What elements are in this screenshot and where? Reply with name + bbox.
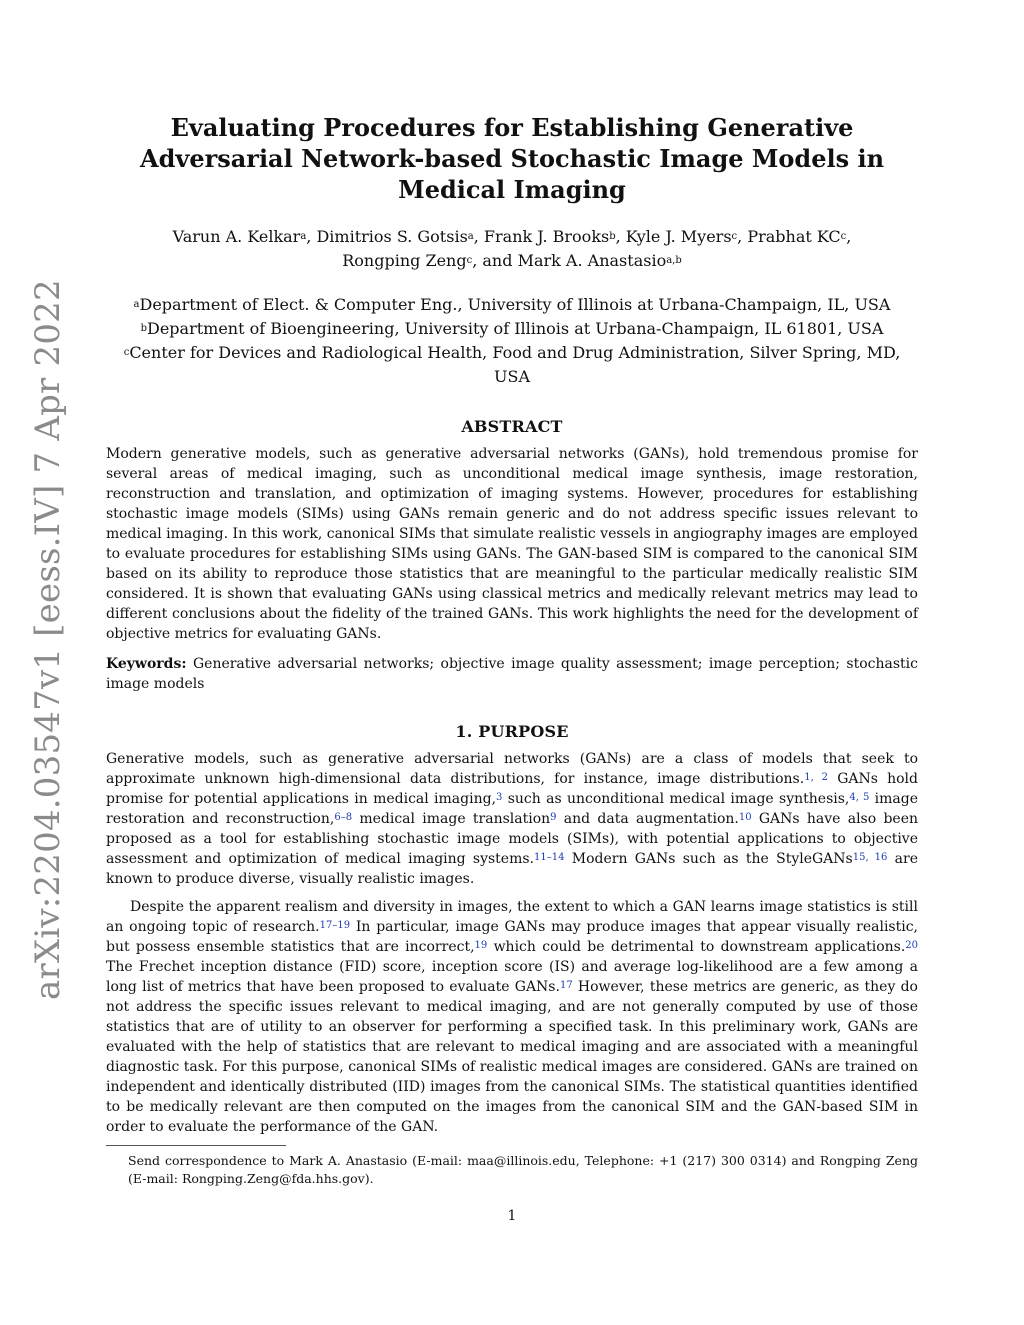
affiliation-item xyxy=(106,293,918,317)
author-affiliation-mark: a xyxy=(300,230,307,242)
citation-link[interactable]: 17–19 xyxy=(319,919,351,931)
citation-link[interactable]: 10 xyxy=(738,811,752,823)
author-name: Prabhat KC xyxy=(747,227,841,246)
citation-link[interactable]: 20 xyxy=(905,939,919,951)
abstract-paragraph: Modern generative models, such as generative adversarial networks (GANs), hold tremendous promise for several areas of medical imaging, such as unconditional medical image synthesis, image restoration, reconstruction and translation, and optimization of imaging systems. However, procedures for establishing stochastic image models (SIMs) using GANs remain generic and do not address specific issues relevant to medical imaging. In this work, canonical SIMs that simulate realistic vessels in angiography images are employed to evaluate procedures for establishing SIMs using GANs. The GAN-based SIM is compared to the canonical SIM based on its ability to reproduce those statistics that are meaningful to the particular medically realistic SIM considered. It is shown that evaluating GANs using classical metrics and medically relevant metrics may lead to different conclusions about the fidelity of the trained GANs. This work highlights the need for the development of objective metrics for evaluating GANs. xyxy=(106,446,918,642)
keywords-text: Generative adversarial networks; objective image quality assessment; image perception; stochastic image models xyxy=(106,656,919,692)
affiliation-list xyxy=(106,293,918,389)
author-name: Frank J. Brooks xyxy=(483,227,610,246)
citation-link[interactable]: 17 xyxy=(559,979,573,991)
footnote-divider xyxy=(106,1145,286,1146)
author-name: Mark A. Anastasio xyxy=(517,251,667,270)
paper-page xyxy=(106,112,918,1188)
citation-link[interactable]: 15, 16 xyxy=(852,851,888,863)
purpose-paragraph-1 xyxy=(106,749,918,889)
paragraph-text: such as unconditional medical image synthesis, xyxy=(502,791,850,807)
author-affiliation-mark: a,b xyxy=(666,254,682,266)
author-affiliation-mark: c xyxy=(731,230,738,242)
paragraph-text: which could be detrimental to downstream applications. xyxy=(487,939,906,955)
affiliation-item xyxy=(106,341,918,389)
citation-link[interactable]: 11–14 xyxy=(534,851,565,863)
author-name: Varun A. Kelkar xyxy=(172,227,301,246)
paragraph-text: However, these metrics are generic, as they do not address the specific issues relevant to medical imaging, and are not generally computed by use of those statistics that are of utility to an observer for performing a specified task. In this preliminary work, GANs are evaluated with the help of statistics that are relevant to medical imaging and are associated with a meaningful diagnostic task. For this purpose, canonical SIMs of realistic medical images are considered. GANs are trained on independent and identically distributed (IID) images from the canonical SIMs. The statistical quantities identified to be medically relevant are then computed on the images from the canonical SIM and the GAN-based SIM in order to evaluate the performance of the GAN. xyxy=(106,979,918,1135)
author-name: Kyle J. Myers xyxy=(625,227,732,246)
paragraph-text: GANs have also been proposed as a tool for establishing stochastic image models (SIMs), with potential applications to objective assessment and optimization of medical imaging systems. xyxy=(106,811,918,867)
citation-link[interactable]: 3 xyxy=(496,791,503,803)
affiliation-text: Center for Devices and Radiological Health, Food and Drug Administration, Silver Spring, MD, USA xyxy=(129,343,901,386)
author-affiliation-mark: c xyxy=(840,230,847,242)
paragraph-text: are known to produce diverse, visually realistic images. xyxy=(106,851,918,887)
author-name: Dimitrios S. Gotsis xyxy=(316,227,468,246)
citation-link[interactable]: 6–8 xyxy=(334,811,353,823)
citation-link[interactable]: 19 xyxy=(474,939,488,951)
author-connector: and xyxy=(482,251,513,270)
paragraph-text: Modern GANs such as the StyleGANs xyxy=(564,851,853,867)
page-number: 1 xyxy=(507,1208,517,1224)
paragraph-text: Despite the apparent realism and diversity in images, the extent to which a GAN learns image statistics is still an ongoing topic of research. xyxy=(106,899,918,935)
keywords-label: Keywords: xyxy=(106,656,187,672)
affiliation-mark: c xyxy=(123,346,130,358)
author-name: Rongping Zeng xyxy=(342,251,467,270)
paragraph-text: and data augmentation. xyxy=(556,811,739,827)
affiliation-text: Department of Elect. & Computer Eng., University of Illinois at Urbana-Champaign, IL, USA xyxy=(139,295,891,314)
section-heading-purpose: 1. PURPOSE xyxy=(455,722,569,741)
affiliation-item xyxy=(106,317,918,341)
purpose-paragraph-2 xyxy=(106,897,918,1137)
arxiv-identifier-text: arXiv:2204.03547v1 [eess.IV] 7 Apr 2022 xyxy=(28,279,68,1000)
author-list: Varun A. Kelkar$^a$, Dimitrios S. Gotsis$^a$, Frank J. Brooks$^b$, Kyle J. Myers$^c$, Prabhat $KC^c$, Rongping Zeng$^c$, and Mark A. Anastasio$^{a,b}$ xyxy=(172,227,852,270)
author-affiliation-mark: a xyxy=(467,230,474,242)
citation-link[interactable]: 1, 2 xyxy=(804,771,829,783)
paragraph-text: Generative models, such as generative adversarial networks (GANs) are a class of models that seek to approximate unknown high-dimensional data distributions, for instance, image distributions. xyxy=(106,751,918,787)
citation-link[interactable]: 4, 5 xyxy=(849,791,870,803)
paper-title: Evaluating Procedures for Establishing Generative Adversarial Network-based Stochastic Image Models in Medical Imaging xyxy=(139,113,885,204)
paragraph-text: medical image translation xyxy=(352,811,551,827)
citation-link[interactable]: 9 xyxy=(550,811,557,823)
author-affiliation-mark: b xyxy=(609,230,616,242)
correspondence-footnote: Send correspondence to Mark A. Anastasio (E-mail: maa@illinois.edu, Telephone: +1 (217) 300 0314) and Rongping Zeng (E-mail: Rongping.Zeng@fda.hhs.gov). xyxy=(128,1153,918,1186)
paragraph-text: In particular, image GANs may produce images that appear visually realistic, but possess ensemble statistics that are incorrect, xyxy=(106,919,918,955)
affiliation-mark: b xyxy=(140,322,147,334)
footnote-block xyxy=(106,1145,918,1188)
affiliation-text: Department of Bioengineering, University of Illinois at Urbana-Champaign, IL 61801, USA xyxy=(146,319,884,338)
keywords-line xyxy=(106,654,918,694)
paragraph-text: GANs hold promise for potential applications in medical imaging, xyxy=(106,771,918,807)
affiliation-mark: a xyxy=(133,298,140,310)
abstract-heading: ABSTRACT xyxy=(461,417,563,436)
paragraph-text: The Frechet inception distance (FID) score, inception score (IS) and average log-likelihood are a few among a long list of metrics that have been proposed to evaluate GANs. xyxy=(106,959,918,995)
paragraph-text: image restoration and reconstruction, xyxy=(106,791,918,827)
author-affiliation-mark: c xyxy=(466,254,473,266)
